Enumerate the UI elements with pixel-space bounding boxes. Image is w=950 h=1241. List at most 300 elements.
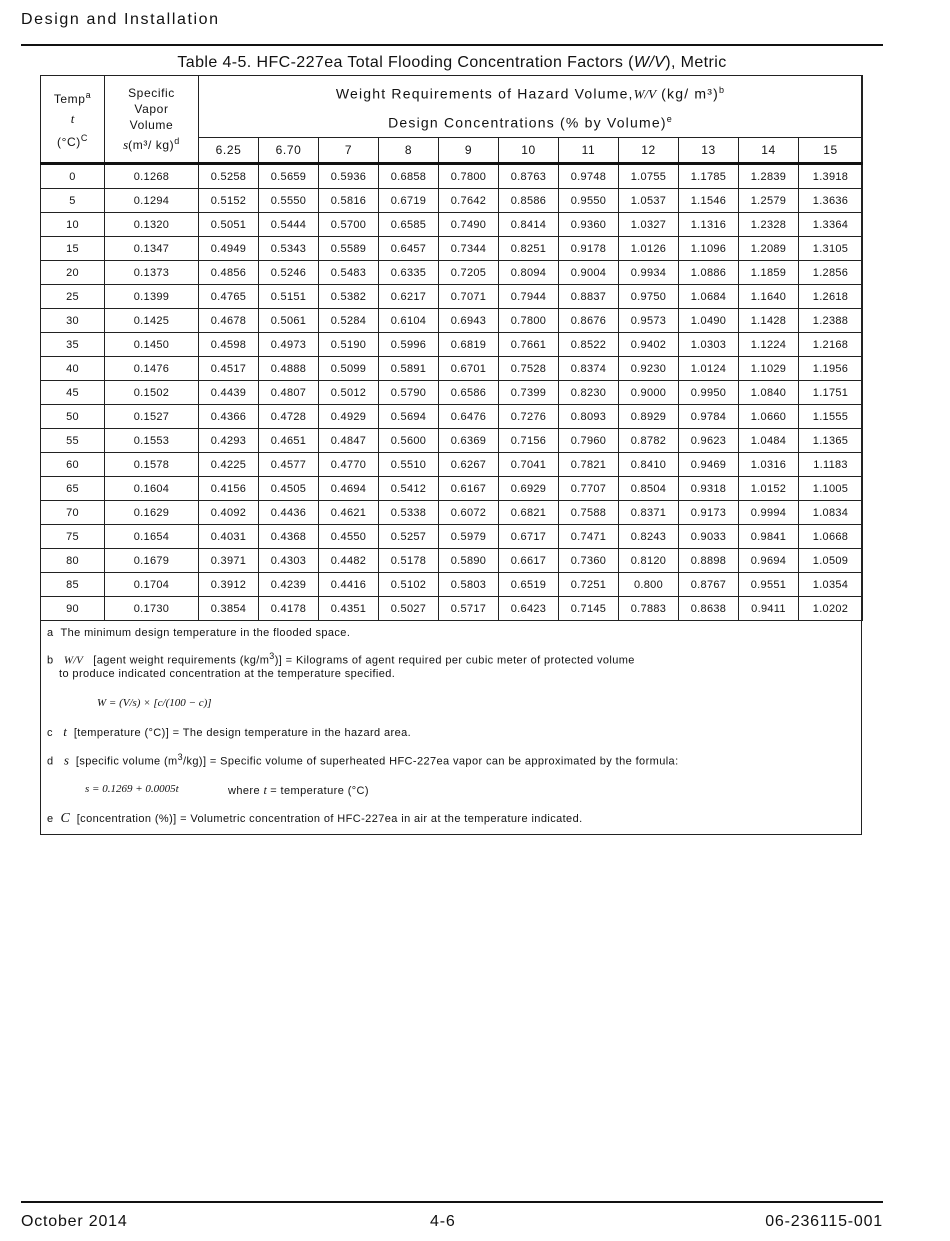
- factor-cell: 1.2579: [739, 189, 799, 213]
- factor-cell: 0.4178: [259, 597, 319, 621]
- table-row: [41, 333, 863, 357]
- factor-cell: 0.5412: [379, 477, 439, 501]
- note-b-formula: W = (V/s) × [c/(100 − c)]: [97, 697, 212, 709]
- note-d-text-post: /kg)] = Specific volume of superheated HFC-227ea vapor can be approximated by the formula:: [183, 755, 679, 768]
- spec-unit: (m³/ kg): [128, 138, 175, 152]
- factor-cell: 1.3918: [799, 164, 863, 189]
- spec-unit-sup: d: [174, 136, 180, 146]
- factor-cell: 1.2388: [799, 309, 863, 333]
- factor-cell: 1.0126: [619, 237, 679, 261]
- factor-cell: 0.9230: [619, 357, 679, 381]
- factor-cell: 0.8371: [619, 501, 679, 525]
- factor-cell: 0.4678: [199, 309, 259, 333]
- factor-cell: 0.4156: [199, 477, 259, 501]
- specific-volume-cell: 0.1373: [105, 261, 199, 285]
- table-row: [41, 357, 863, 381]
- note-e-letter: e: [47, 813, 54, 825]
- factor-cell: 0.4303: [259, 549, 319, 573]
- factor-cell: 0.5382: [319, 285, 379, 309]
- factor-cell: 1.0840: [739, 381, 799, 405]
- table-row: [41, 477, 863, 501]
- factor-cell: 1.1316: [679, 213, 739, 237]
- factor-cell: 1.1956: [799, 357, 863, 381]
- temperature-cell: 85: [41, 573, 105, 597]
- factor-cell: 1.0509: [799, 549, 863, 573]
- factor-cell: 0.4092: [199, 501, 259, 525]
- factor-cell: 0.7276: [499, 405, 559, 429]
- factor-cell: 0.5790: [379, 381, 439, 405]
- factor-cell: 0.7883: [619, 597, 679, 621]
- factor-cell: 0.4598: [199, 333, 259, 357]
- factor-cell: 0.6104: [379, 309, 439, 333]
- factor-cell: 0.4505: [259, 477, 319, 501]
- specific-volume-cell: 0.1654: [105, 525, 199, 549]
- factor-cell: 1.0303: [679, 333, 739, 357]
- factor-cell: 1.0124: [679, 357, 739, 381]
- specific-volume-cell: 0.1268: [105, 164, 199, 189]
- factor-cell: 0.9173: [679, 501, 739, 525]
- factor-cell: 0.5151: [259, 285, 319, 309]
- note-b-text-post: )] = Kilograms of agent required per cubic meter of protected volume: [274, 654, 635, 667]
- weight-sup: b: [718, 85, 726, 96]
- weight-label: Weight Requirements of Hazard Volume,: [335, 86, 634, 102]
- factor-cell: 0.7707: [559, 477, 619, 501]
- factor-cell: 0.7041: [499, 453, 559, 477]
- factor-cell: 1.0316: [739, 453, 799, 477]
- design-conc-label: Design Concentrations (% by Volume): [388, 114, 667, 131]
- factor-cell: 0.6072: [439, 501, 499, 525]
- factor-cell: 0.7471: [559, 525, 619, 549]
- temperature-cell: 40: [41, 357, 105, 381]
- factor-cell: 0.5659: [259, 164, 319, 189]
- factor-cell: 0.6585: [379, 213, 439, 237]
- factor-cell: 0.6586: [439, 381, 499, 405]
- factor-cell: 0.5550: [259, 189, 319, 213]
- temperature-cell: 15: [41, 237, 105, 261]
- factor-cell: 0.9033: [679, 525, 739, 549]
- specific-volume-cell: 0.1425: [105, 309, 199, 333]
- concentration-header-cell: 13: [679, 138, 739, 164]
- factor-cell: 0.8251: [499, 237, 559, 261]
- table-row: [41, 597, 863, 621]
- table-title: [0, 54, 904, 72]
- factor-cell: 0.6519: [499, 573, 559, 597]
- factor-cell: 0.7661: [499, 333, 559, 357]
- section-title: Design and Installation: [21, 11, 220, 28]
- factor-cell: 0.6369: [439, 429, 499, 453]
- factor-cell: 0.8929: [619, 405, 679, 429]
- factor-cell: 0.6719: [379, 189, 439, 213]
- factor-cell: 0.6858: [379, 164, 439, 189]
- note-d: [47, 752, 679, 769]
- factor-cell: 0.8414: [499, 213, 559, 237]
- design-conc-sup: e: [666, 114, 673, 124]
- note-b-text-pre: [agent weight requirements (kg/m: [93, 654, 270, 667]
- factor-cell: 0.7528: [499, 357, 559, 381]
- factor-cell: 0.7490: [439, 213, 499, 237]
- factor-cell: 0.4847: [319, 429, 379, 453]
- specific-volume-cell: 0.1629: [105, 501, 199, 525]
- spec-line1: Specific: [128, 86, 175, 100]
- note-d-where-var: t: [263, 783, 267, 797]
- footer-doc-number: 06-236115-001: [765, 1213, 883, 1230]
- table-title-var: W/V: [633, 54, 666, 71]
- note-d-letter: d: [47, 755, 54, 768]
- factor-cell: 0.7800: [439, 164, 499, 189]
- factor-cell: 0.4888: [259, 357, 319, 381]
- factor-cell: 0.5510: [379, 453, 439, 477]
- factor-cell: 1.1785: [679, 164, 739, 189]
- factor-cell: 0.4765: [199, 285, 259, 309]
- factor-cell: 0.5890: [439, 549, 499, 573]
- factor-cell: 1.1029: [739, 357, 799, 381]
- concentration-header-cell: 7: [319, 138, 379, 164]
- concentration-header-cell: 15: [799, 138, 863, 164]
- specific-volume-cell: 0.1604: [105, 477, 199, 501]
- factor-cell: 1.1005: [799, 477, 863, 501]
- temperature-cell: 55: [41, 429, 105, 453]
- factor-cell: 0.8898: [679, 549, 739, 573]
- temperature-cell: 25: [41, 285, 105, 309]
- factor-cell: 0.4482: [319, 549, 379, 573]
- factor-cell: 0.6423: [499, 597, 559, 621]
- note-d-formula-line: [85, 783, 369, 797]
- factor-cell: 0.4770: [319, 453, 379, 477]
- factor-cell: 0.4436: [259, 501, 319, 525]
- factor-cell: 1.1365: [799, 429, 863, 453]
- factor-cell: 0.9550: [559, 189, 619, 213]
- note-b-var: W/V: [63, 654, 83, 667]
- note-c-text: [temperature (°C)] = The design temperature in the hazard area.: [73, 727, 412, 739]
- factor-cell: 0.5012: [319, 381, 379, 405]
- table-row: [41, 189, 863, 213]
- concentration-header-cell: 14: [739, 138, 799, 164]
- temperature-cell: 65: [41, 477, 105, 501]
- factor-cell: 0.9934: [619, 261, 679, 285]
- factor-cell: 0.6617: [499, 549, 559, 573]
- factor-cell: 0.4949: [199, 237, 259, 261]
- footer-rule: [21, 1201, 883, 1203]
- concentration-header-cell: 11: [559, 138, 619, 164]
- factor-cell: 0.5178: [379, 549, 439, 573]
- factor-cell: 0.5996: [379, 333, 439, 357]
- temperature-cell: 0: [41, 164, 105, 189]
- factor-cell: 0.4239: [259, 573, 319, 597]
- factor-cell: 0.4856: [199, 261, 259, 285]
- factor-cell: 0.9748: [559, 164, 619, 189]
- note-a-text: The minimum design temperature in the flooded space.: [60, 627, 351, 639]
- factor-cell: 0.8093: [559, 405, 619, 429]
- table-row: [41, 285, 863, 309]
- factor-cell: 1.0886: [679, 261, 739, 285]
- factor-cell: 0.5246: [259, 261, 319, 285]
- table-row: [41, 309, 863, 333]
- header-rule: [21, 44, 883, 46]
- factor-cell: 0.4550: [319, 525, 379, 549]
- factor-cell: 1.1224: [739, 333, 799, 357]
- specific-volume-cell: 0.1347: [105, 237, 199, 261]
- temperature-cell: 35: [41, 333, 105, 357]
- factor-cell: 1.1428: [739, 309, 799, 333]
- factor-cell: 1.1640: [739, 285, 799, 309]
- factor-cell: 0.9623: [679, 429, 739, 453]
- factor-cell: 0.6476: [439, 405, 499, 429]
- note-a-letter: a: [47, 627, 54, 639]
- factor-cell: 0.9994: [739, 501, 799, 525]
- note-d-text-pre: [specific volume (m: [75, 755, 178, 768]
- concentration-header-cell: 6.25: [199, 138, 259, 164]
- note-c-var: t: [63, 724, 67, 739]
- factor-cell: 0.9000: [619, 381, 679, 405]
- factor-cell: 1.1183: [799, 453, 863, 477]
- factor-cell: 0.5190: [319, 333, 379, 357]
- factor-cell: 1.0484: [739, 429, 799, 453]
- factor-cell: 0.6167: [439, 477, 499, 501]
- note-d-where-text: = temperature (°C): [270, 785, 369, 797]
- temperature-cell: 20: [41, 261, 105, 285]
- factor-cell: 0.5343: [259, 237, 319, 261]
- note-e: [47, 811, 583, 827]
- factor-cell: 1.0327: [619, 213, 679, 237]
- factor-cell: 0.5027: [379, 597, 439, 621]
- specific-volume-column-header: [105, 76, 199, 164]
- factor-cell: 0.7960: [559, 429, 619, 453]
- factor-cell: 0.5803: [439, 573, 499, 597]
- factor-cell: 0.4728: [259, 405, 319, 429]
- factor-cell: 0.5600: [379, 429, 439, 453]
- factor-cell: 0.5257: [379, 525, 439, 549]
- temp-label: Temp: [53, 92, 86, 106]
- factor-cell: 0.5979: [439, 525, 499, 549]
- temperature-cell: 70: [41, 501, 105, 525]
- factor-cell: 0.5816: [319, 189, 379, 213]
- note-a: [47, 627, 350, 639]
- factor-cell: 0.8522: [559, 333, 619, 357]
- table-row: [41, 405, 863, 429]
- factor-cell: 0.5483: [319, 261, 379, 285]
- factor-cell: 0.7360: [559, 549, 619, 573]
- factor-cell: 0.7145: [559, 597, 619, 621]
- note-d-where-label: where: [228, 785, 260, 797]
- factor-cell: 0.7821: [559, 453, 619, 477]
- factor-cell: 1.0668: [799, 525, 863, 549]
- specific-volume-cell: 0.1730: [105, 597, 199, 621]
- concentration-header-cell: 8: [379, 138, 439, 164]
- temperature-cell: 75: [41, 525, 105, 549]
- factor-cell: 1.0354: [799, 573, 863, 597]
- note-c-letter: c: [47, 727, 53, 739]
- factor-cell: 0.3971: [199, 549, 259, 573]
- factor-cell: 0.4807: [259, 381, 319, 405]
- temp-column-header: [41, 76, 105, 164]
- note-d-sup: 3: [177, 752, 184, 762]
- factor-cell: 0.6943: [439, 309, 499, 333]
- factor-cell: 0.8676: [559, 309, 619, 333]
- weight-requirements-header: [199, 76, 863, 138]
- factor-cell: 0.5102: [379, 573, 439, 597]
- factor-cell: 0.4293: [199, 429, 259, 453]
- factor-cell: 0.4225: [199, 453, 259, 477]
- factor-cell: 0.5061: [259, 309, 319, 333]
- factor-cell: 1.0490: [679, 309, 739, 333]
- factor-cell: 0.4366: [199, 405, 259, 429]
- factor-cell: 0.4351: [319, 597, 379, 621]
- factor-cell: 0.4621: [319, 501, 379, 525]
- table-row: [41, 237, 863, 261]
- concentration-header-cell: 10: [499, 138, 559, 164]
- temp-unit: (°C): [57, 135, 81, 149]
- factor-cell: 1.1555: [799, 405, 863, 429]
- factor-cell: 1.0537: [619, 189, 679, 213]
- factor-cell: 1.3105: [799, 237, 863, 261]
- factor-cell: 0.5936: [319, 164, 379, 189]
- factor-cell: 0.4929: [319, 405, 379, 429]
- note-b-line2: to produce indicated concentration at the temperature specified.: [59, 668, 396, 680]
- factor-cell: 0.8837: [559, 285, 619, 309]
- factor-cell: 0.5444: [259, 213, 319, 237]
- temperature-cell: 5: [41, 189, 105, 213]
- factor-cell: 1.2328: [739, 213, 799, 237]
- factor-cell: 0.7399: [499, 381, 559, 405]
- factor-cell: 0.4651: [259, 429, 319, 453]
- factor-cell: 0.9469: [679, 453, 739, 477]
- factor-cell: 0.4031: [199, 525, 259, 549]
- factor-cell: 0.5717: [439, 597, 499, 621]
- factor-cell: 0.8586: [499, 189, 559, 213]
- factor-cell: 0.800: [619, 573, 679, 597]
- temp-var: t: [70, 111, 75, 126]
- factor-cell: 1.1096: [679, 237, 739, 261]
- factor-cell: 0.9411: [739, 597, 799, 621]
- specific-volume-cell: 0.1294: [105, 189, 199, 213]
- factor-cell: 0.4694: [319, 477, 379, 501]
- factor-cell: 0.8120: [619, 549, 679, 573]
- factor-cell: 1.3364: [799, 213, 863, 237]
- note-e-var: C: [60, 811, 70, 826]
- factor-cell: 0.6821: [499, 501, 559, 525]
- table-row: [41, 261, 863, 285]
- specific-volume-cell: 0.1320: [105, 213, 199, 237]
- factor-cell: 0.9750: [619, 285, 679, 309]
- temperature-cell: 10: [41, 213, 105, 237]
- specific-volume-cell: 0.1527: [105, 405, 199, 429]
- temperature-cell: 45: [41, 381, 105, 405]
- temperature-cell: 50: [41, 405, 105, 429]
- table-row: [41, 213, 863, 237]
- note-e-text: [concentration (%)] = Volumetric concentration of HFC-227ea in air at the temperature indicated.: [76, 813, 583, 825]
- spec-var: s: [123, 137, 129, 152]
- table-row: [41, 573, 863, 597]
- factor-cell: 0.3912: [199, 573, 259, 597]
- factor-cell: 0.3854: [199, 597, 259, 621]
- temp-unit-sup: C: [80, 133, 88, 143]
- note-d-formula: s = 0.1269 + 0.0005t: [85, 783, 179, 795]
- factor-cell: 0.4368: [259, 525, 319, 549]
- note-d-where: [228, 783, 369, 798]
- factor-cell: 0.6267: [439, 453, 499, 477]
- factor-cell: 0.8410: [619, 453, 679, 477]
- factor-cell: 0.6217: [379, 285, 439, 309]
- temp-sup: a: [85, 90, 92, 100]
- concentration-header-cell: 12: [619, 138, 679, 164]
- specific-volume-cell: 0.1502: [105, 381, 199, 405]
- factor-cell: 0.8782: [619, 429, 679, 453]
- factor-cell: 0.5700: [319, 213, 379, 237]
- factor-cell: 0.6457: [379, 237, 439, 261]
- table-row: [41, 164, 863, 189]
- table-row: [41, 381, 863, 405]
- footer-date: October 2014: [21, 1213, 128, 1230]
- specific-volume-cell: 0.1553: [105, 429, 199, 453]
- factor-cell: 0.9950: [679, 381, 739, 405]
- factor-cell: 0.4517: [199, 357, 259, 381]
- temperature-cell: 60: [41, 453, 105, 477]
- table-title-prefix: Table 4-5. HFC-227ea Total Flooding Concentration Factors (: [177, 54, 634, 71]
- factor-cell: 1.1751: [799, 381, 863, 405]
- factor-cell: 0.8504: [619, 477, 679, 501]
- factor-cell: 0.7071: [439, 285, 499, 309]
- factor-cell: 1.2839: [739, 164, 799, 189]
- factor-cell: 0.9360: [559, 213, 619, 237]
- specific-volume-cell: 0.1476: [105, 357, 199, 381]
- factor-cell: 0.8094: [499, 261, 559, 285]
- table-row: [41, 525, 863, 549]
- factor-cell: 0.4416: [319, 573, 379, 597]
- factor-cell: 1.2089: [739, 237, 799, 261]
- factor-cell: 0.9551: [739, 573, 799, 597]
- factor-cell: 0.8638: [679, 597, 739, 621]
- factor-cell: 0.8763: [499, 164, 559, 189]
- factor-cell: 0.8767: [679, 573, 739, 597]
- factor-cell: 0.6701: [439, 357, 499, 381]
- factor-cell: 1.0684: [679, 285, 739, 309]
- factor-cell: 0.5338: [379, 501, 439, 525]
- temperature-cell: 30: [41, 309, 105, 333]
- factor-cell: 1.0834: [799, 501, 863, 525]
- factor-cell: 0.5099: [319, 357, 379, 381]
- factor-cell: 1.1546: [679, 189, 739, 213]
- temperature-cell: 80: [41, 549, 105, 573]
- table-body: [41, 164, 863, 621]
- factor-cell: 0.9694: [739, 549, 799, 573]
- factor-cell: 0.7800: [499, 309, 559, 333]
- factor-cell: 0.4577: [259, 453, 319, 477]
- factor-cell: 0.7588: [559, 501, 619, 525]
- factor-cell: 0.9004: [559, 261, 619, 285]
- factor-cell: 1.2618: [799, 285, 863, 309]
- note-b: [47, 651, 635, 667]
- table-row: [41, 501, 863, 525]
- factor-cell: 0.5891: [379, 357, 439, 381]
- specific-volume-cell: 0.1704: [105, 573, 199, 597]
- factor-cell: 0.7251: [559, 573, 619, 597]
- note-b-sup: 3: [269, 651, 275, 661]
- factor-cell: 0.6335: [379, 261, 439, 285]
- specific-volume-cell: 0.1450: [105, 333, 199, 357]
- factor-cell: 1.2856: [799, 261, 863, 285]
- factor-cell: 0.5694: [379, 405, 439, 429]
- concentration-header-cell: 6.70: [259, 138, 319, 164]
- factor-cell: 0.4439: [199, 381, 259, 405]
- factor-cell: 0.8230: [559, 381, 619, 405]
- factor-cell: 0.8374: [559, 357, 619, 381]
- concentration-factors-table: [40, 75, 863, 621]
- note-d-var: s: [63, 752, 69, 768]
- table-row: [41, 429, 863, 453]
- factor-cell: 0.9784: [679, 405, 739, 429]
- weight-unit: (kg/ m³): [661, 86, 719, 102]
- specific-volume-cell: 0.1578: [105, 453, 199, 477]
